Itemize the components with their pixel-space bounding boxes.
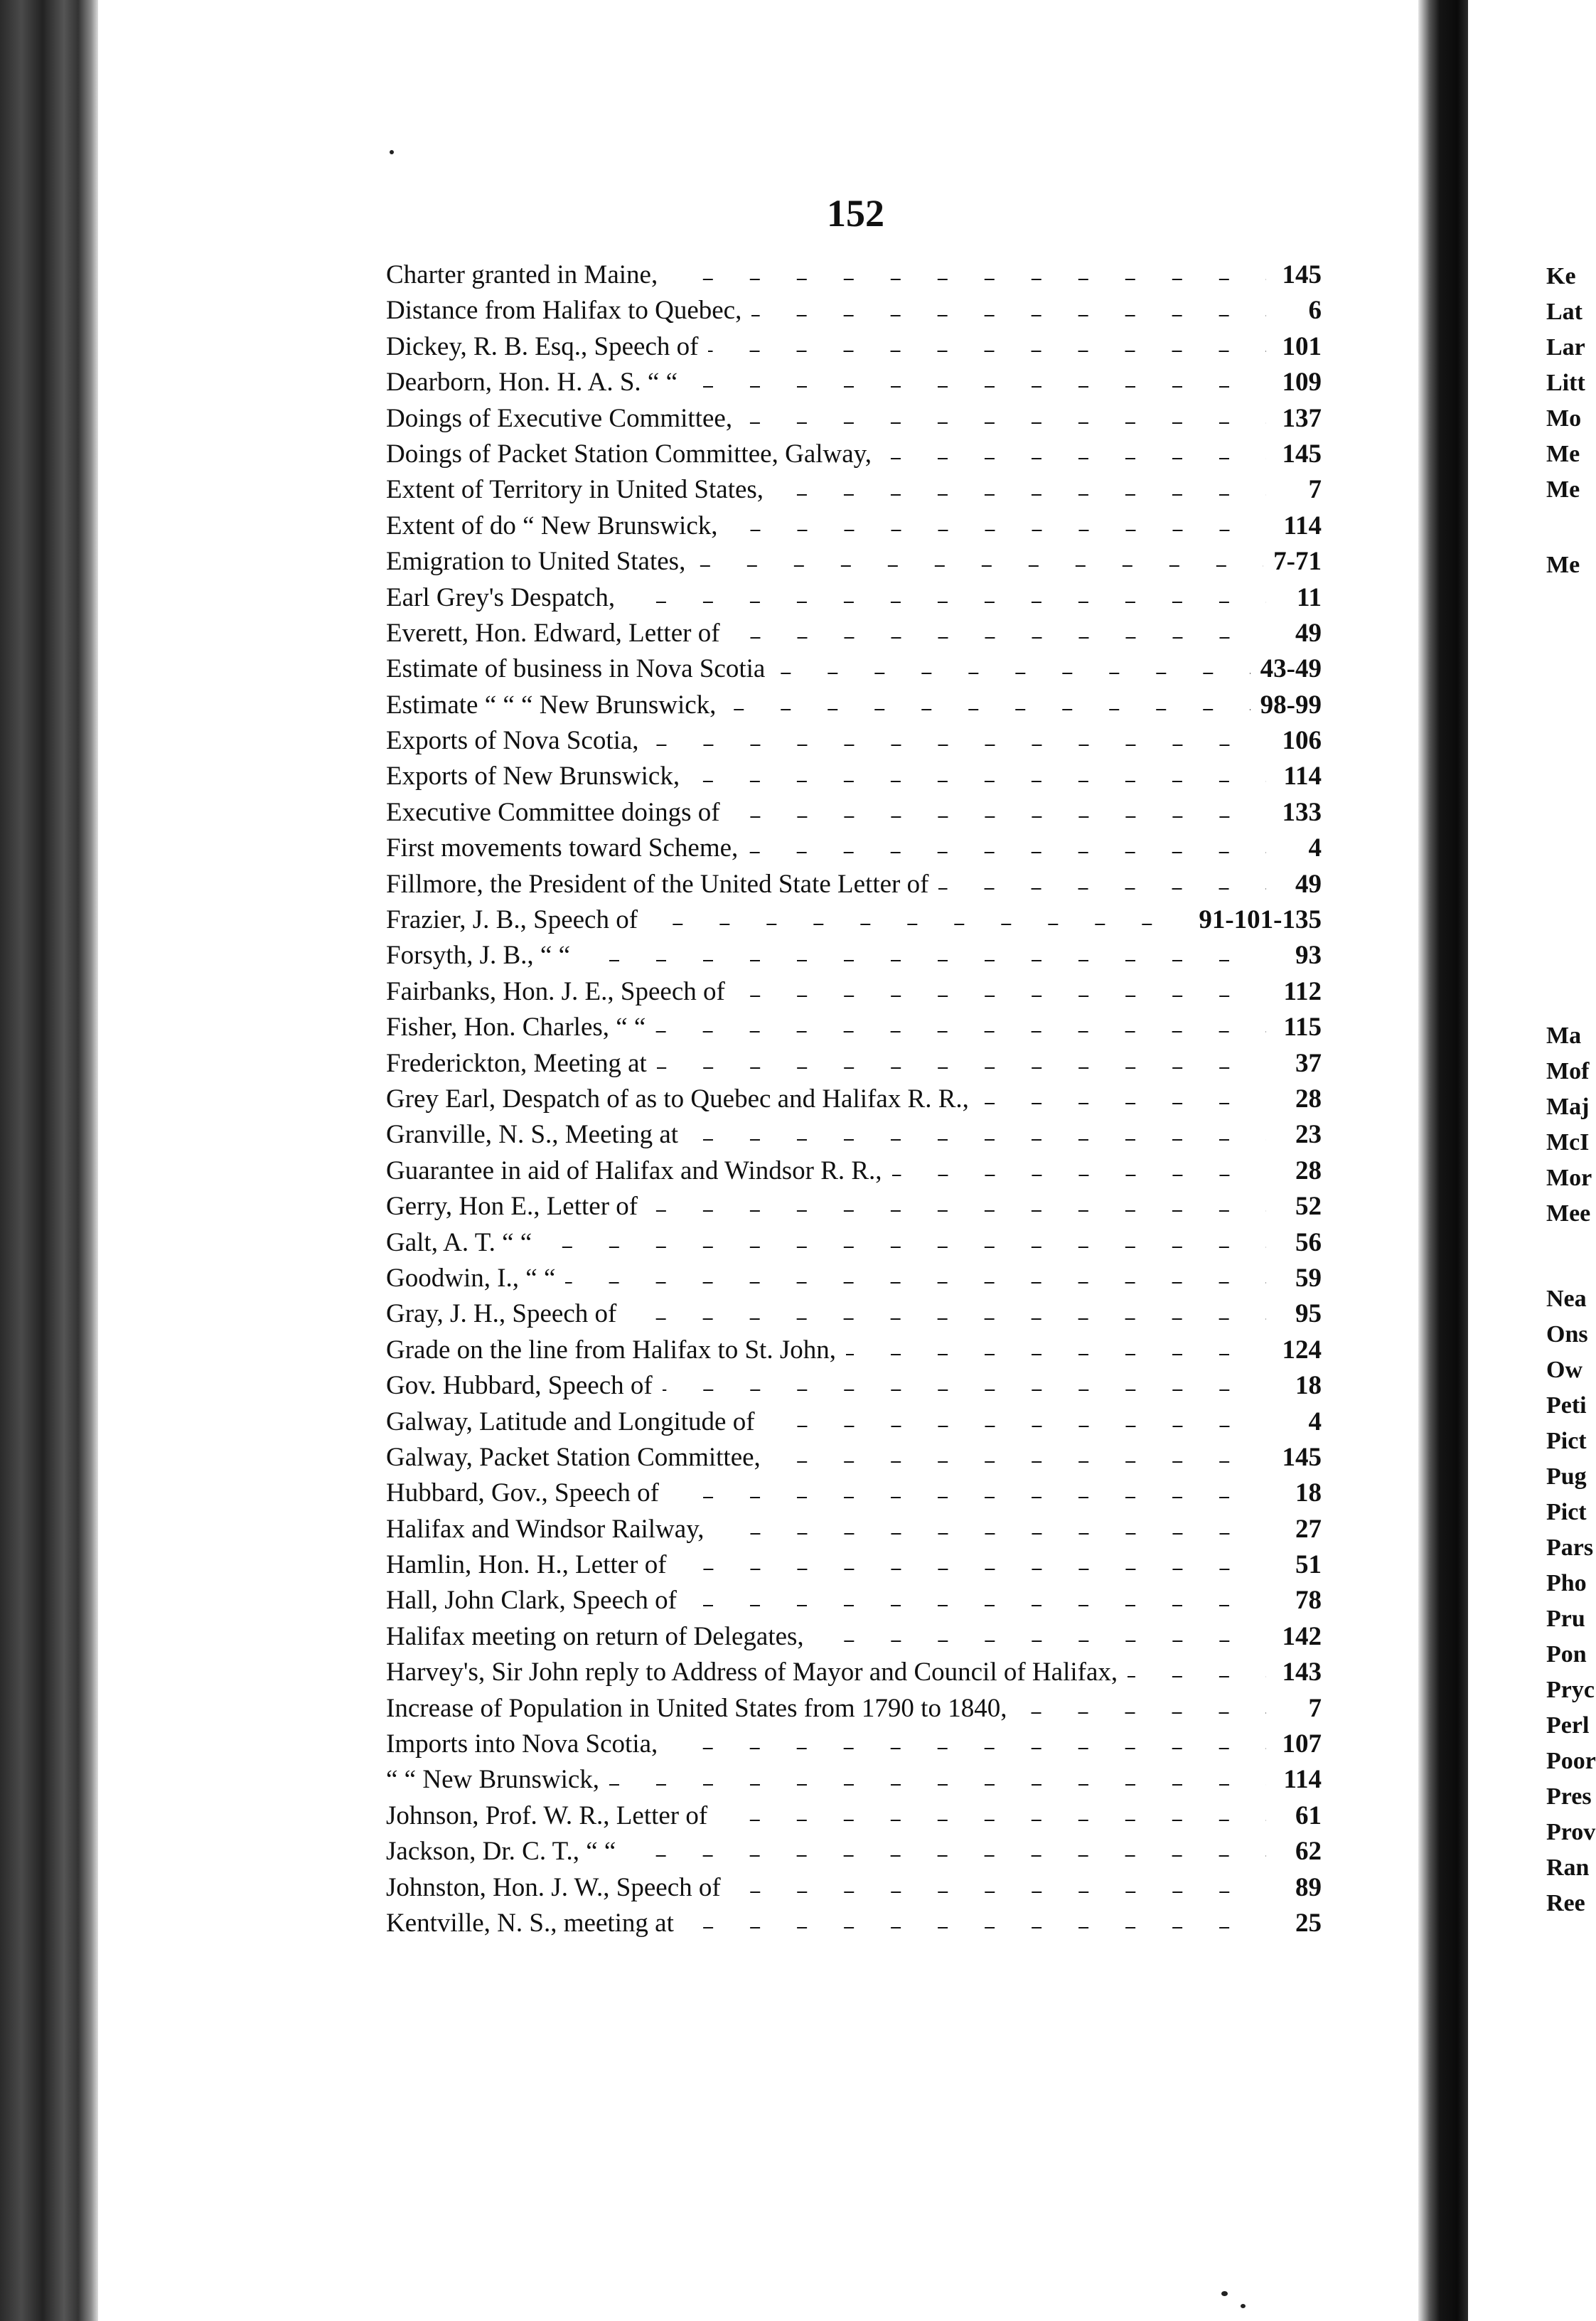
next-page-fragment: Prov <box>1546 1819 1596 1845</box>
entry-title: Frederickton, Meeting at <box>386 1048 647 1078</box>
leader-dots <box>730 637 1266 639</box>
entry-title: Dearborn, Hon. H. A. S. “ “ <box>386 368 678 397</box>
leader-dots <box>669 1497 1266 1498</box>
leader-dots <box>649 745 1266 746</box>
next-page-fragment: Lat <box>1546 299 1582 325</box>
entry-page: 93 <box>1295 941 1322 971</box>
leader-dots <box>775 673 1250 674</box>
leader-dots <box>882 458 1266 459</box>
leader-dots <box>625 602 1266 603</box>
entry-page: 43-49 <box>1260 654 1322 684</box>
entry-page: 7 <box>1308 475 1322 505</box>
index-entry <box>386 1870 1322 1906</box>
leader-dots <box>717 1820 1266 1821</box>
entry-page: 61 <box>1295 1800 1322 1830</box>
next-page-fragment: Pon <box>1546 1641 1587 1668</box>
leader-dots <box>938 888 1266 890</box>
leader-dots <box>814 1640 1266 1642</box>
next-page-fragment: Mor <box>1546 1165 1592 1191</box>
index-entry <box>386 902 1322 938</box>
index-entry <box>386 1619 1322 1655</box>
entry-title: Harvey's, Sir John reply to Address of Mayor and Council of Halifax, <box>386 1658 1118 1687</box>
next-page-fragment: Mof <box>1546 1058 1590 1084</box>
index-entry <box>386 1153 1322 1189</box>
index-entry <box>386 1834 1322 1869</box>
leader-dots <box>748 852 1266 853</box>
entry-title: Kentville, N. S., meeting at <box>386 1908 674 1938</box>
leader-dots <box>742 422 1266 424</box>
leader-dots <box>771 1461 1266 1463</box>
leader-dots <box>655 1031 1266 1033</box>
leader-dots <box>677 1569 1266 1570</box>
entry-page: 114 <box>1283 762 1322 791</box>
entry-page: 51 <box>1295 1550 1322 1580</box>
leader-dots <box>542 1247 1266 1248</box>
entry-page: 137 <box>1282 403 1322 433</box>
leader-dots <box>580 960 1266 961</box>
next-page-fragment: Ree <box>1546 1890 1585 1916</box>
index-entry <box>386 1798 1322 1834</box>
entry-title: Granville, N. S., Meeting at <box>386 1120 679 1150</box>
entry-title: Galway, Latitude and Longitude of <box>386 1407 755 1436</box>
next-page-fragment: Poor <box>1546 1748 1596 1774</box>
next-page-fragment: Nea <box>1546 1286 1587 1312</box>
index-entry <box>386 1440 1322 1476</box>
entry-title: “ “ New Brunswick, <box>386 1765 600 1795</box>
index-entry <box>386 544 1322 580</box>
entry-page: 145 <box>1282 1442 1322 1472</box>
index-entry <box>386 472 1322 508</box>
entry-title: Gerry, Hon E., Letter of <box>386 1192 638 1222</box>
entry-title: Hamlin, Hon. H., Letter of <box>386 1550 667 1580</box>
entry-title: Exports of Nova Scotia, <box>386 726 639 756</box>
entry-page: 52 <box>1295 1192 1322 1222</box>
index-entry <box>386 437 1322 472</box>
entry-page: 18 <box>1295 1371 1322 1401</box>
index-entry <box>386 365 1322 400</box>
entry-page: 107 <box>1282 1729 1322 1759</box>
entry-page: 133 <box>1282 797 1322 827</box>
entry-page: 4 <box>1308 833 1322 863</box>
scan-speck <box>1241 2304 1246 2308</box>
scan-speck <box>1221 2291 1228 2296</box>
leader-dots <box>1128 1676 1266 1677</box>
index-entry <box>386 759 1322 794</box>
leader-dots <box>648 924 1189 925</box>
scan-left-edge <box>0 0 98 2321</box>
entry-page: 28 <box>1295 1156 1322 1185</box>
leader-dots <box>657 1067 1266 1069</box>
entry-page: 4 <box>1308 1407 1322 1436</box>
index-entry <box>386 831 1322 866</box>
entry-title: Gov. Hubbard, Speech of <box>386 1371 653 1401</box>
entry-page: 142 <box>1282 1621 1322 1651</box>
entry-page: 25 <box>1295 1908 1322 1938</box>
next-page-fragment: Perl <box>1546 1712 1590 1739</box>
entry-title: Exports of New Brunswick, <box>386 762 680 791</box>
entry-title: Forsyth, J. B., “ “ <box>386 941 570 971</box>
index-entry <box>386 1762 1322 1798</box>
entry-title: Increase of Population in United States from 1790 to 1840, <box>386 1693 1007 1723</box>
leader-dots <box>668 279 1266 280</box>
entry-page: 106 <box>1282 726 1322 756</box>
next-page-fragment: Pars <box>1546 1535 1594 1561</box>
index-entry <box>386 1691 1322 1727</box>
index-entry <box>386 1261 1322 1296</box>
next-page-fragment: Mo <box>1546 405 1582 432</box>
next-page-fragment: Ke <box>1546 263 1576 289</box>
leader-dots <box>765 1426 1266 1427</box>
leader-dots <box>1017 1712 1266 1714</box>
entry-title: Frazier, J. B., Speech of <box>386 905 638 935</box>
next-page-edge <box>1468 0 1596 2321</box>
entry-title: Extent of Territory in United States, <box>386 475 764 505</box>
entry-title: Imports into Nova Scotia, <box>386 1729 658 1759</box>
entry-page: 95 <box>1295 1299 1322 1329</box>
entry-title: Galway, Packet Station Committee, <box>386 1442 761 1472</box>
entry-page: 7 <box>1308 1693 1322 1723</box>
leader-dots <box>688 1139 1266 1141</box>
index-entry <box>386 867 1322 902</box>
leader-dots <box>979 1103 1266 1104</box>
index-entry <box>386 795 1322 831</box>
entry-page: 49 <box>1295 618 1322 648</box>
next-page-fragment: Me <box>1546 552 1580 578</box>
leader-dots <box>648 1210 1266 1212</box>
entry-page: 49 <box>1295 869 1322 899</box>
entry-title: First movements toward Scheme, <box>386 833 739 863</box>
entry-page: 7-71 <box>1273 547 1322 577</box>
entry-page: 114 <box>1283 1765 1322 1795</box>
entry-title: Extent of do “ New Brunswick, <box>386 511 718 540</box>
entry-title: Hubbard, Gov., Speech of <box>386 1478 659 1508</box>
leader-dots <box>609 1784 1266 1786</box>
next-page-fragment: Pho <box>1546 1570 1587 1596</box>
leader-dots <box>773 494 1266 496</box>
leader-dots <box>735 996 1266 997</box>
leader-dots <box>690 781 1266 782</box>
leader-dots <box>684 1927 1266 1928</box>
entry-page: 59 <box>1295 1263 1322 1293</box>
entry-page: 11 <box>1297 582 1322 612</box>
entry-page: 124 <box>1282 1335 1322 1365</box>
next-page-fragment: Pict <box>1546 1499 1587 1525</box>
entry-title: Charter granted in Maine, <box>386 260 658 289</box>
leader-dots <box>728 530 1266 531</box>
leader-dots <box>714 1533 1266 1535</box>
index-entry <box>386 651 1322 687</box>
leader-dots <box>687 1605 1266 1606</box>
leader-dots <box>687 386 1266 388</box>
entry-title: Fillmore, the President of the United State Letter of <box>386 869 929 899</box>
scan-speck <box>390 150 394 154</box>
index-entry <box>386 508 1322 544</box>
index-entry <box>386 1189 1322 1224</box>
entry-title: Halifax and Windsor Railway, <box>386 1514 705 1544</box>
index-entry <box>386 1117 1322 1153</box>
index-entry <box>386 1333 1322 1368</box>
entry-page: 56 <box>1295 1227 1322 1257</box>
index-entry <box>386 1368 1322 1404</box>
entry-title: Galt, A. T. “ “ <box>386 1227 532 1257</box>
index-entry <box>386 1046 1322 1082</box>
leader-dots <box>708 351 1266 352</box>
entry-page: 91-101-135 <box>1199 905 1322 935</box>
next-page-fragment: Litt <box>1546 370 1585 396</box>
entry-page: 28 <box>1295 1084 1322 1114</box>
entry-title: Hall, John Clark, Speech of <box>386 1586 677 1616</box>
index-entry <box>386 1547 1322 1583</box>
leader-dots <box>846 1354 1266 1355</box>
next-page-fragment: Ran <box>1546 1855 1590 1881</box>
entry-page: 101 <box>1282 331 1322 361</box>
index-entry <box>386 1727 1322 1762</box>
index-entry <box>386 1583 1322 1618</box>
entry-page: 27 <box>1295 1514 1322 1544</box>
entry-title: Guarantee in aid of Halifax and Windsor R. R., <box>386 1156 882 1185</box>
next-page-fragment: Pict <box>1546 1428 1587 1454</box>
entry-page: 78 <box>1295 1586 1322 1616</box>
entry-page: 109 <box>1282 368 1322 397</box>
index-list <box>386 257 1322 1941</box>
leader-dots <box>730 816 1266 818</box>
entry-page: 18 <box>1295 1478 1322 1508</box>
book-gutter <box>1418 0 1468 2321</box>
index-entry <box>386 1010 1322 1045</box>
entry-page: 115 <box>1283 1013 1322 1042</box>
leader-dots <box>695 565 1263 567</box>
index-entry <box>386 1404 1322 1440</box>
entry-page: 62 <box>1295 1837 1322 1867</box>
index-entry <box>386 1655 1322 1690</box>
leader-dots <box>626 1318 1266 1320</box>
entry-page: 112 <box>1283 976 1322 1006</box>
entry-title: Earl Grey's Despatch, <box>386 582 616 612</box>
next-page-fragment: Ons <box>1546 1321 1588 1348</box>
entry-page: 145 <box>1282 260 1322 289</box>
index-entry <box>386 1225 1322 1261</box>
next-page-fragment: Ma <box>1546 1023 1582 1049</box>
entry-title: Grade on the line from Halifax to St. John, <box>386 1335 836 1365</box>
index-entry <box>386 293 1322 329</box>
entry-title: Estimate of business in Nova Scotia <box>386 654 766 684</box>
entry-title: Goodwin, I., “ “ <box>386 1263 556 1293</box>
index-entry <box>386 616 1322 651</box>
index-entry <box>386 580 1322 616</box>
leader-dots <box>731 1892 1266 1893</box>
next-page-fragment: Ow <box>1546 1357 1582 1383</box>
index-entry <box>386 938 1322 973</box>
index-entry <box>386 1512 1322 1547</box>
next-page-fragment: Mee <box>1546 1200 1591 1227</box>
index-entry <box>386 1296 1322 1332</box>
entry-title: Jackson, Dr. C. T., “ “ <box>386 1837 616 1867</box>
entry-title: Johnston, Hon. J. W., Speech of <box>386 1872 721 1902</box>
index-entry <box>386 1906 1322 1941</box>
entry-page: 143 <box>1282 1658 1322 1687</box>
next-page-fragment: Me <box>1546 441 1580 467</box>
leader-dots <box>892 1175 1266 1176</box>
next-page-fragment: Pug <box>1546 1463 1587 1490</box>
entry-title: Distance from Halifax to Quebec, <box>386 296 742 326</box>
entry-title: Doings of Packet Station Committee, Galway, <box>386 439 872 469</box>
next-page-fragment: Pru <box>1546 1606 1585 1632</box>
index-entry <box>386 1476 1322 1511</box>
entry-page: 89 <box>1295 1872 1322 1902</box>
entry-title: Gray, J. H., Speech of <box>386 1299 617 1329</box>
index-entry <box>386 688 1322 723</box>
entry-title: Emigration to United States, <box>386 547 686 577</box>
page-number: 152 <box>827 192 884 235</box>
next-page-fragment: Peti <box>1546 1392 1587 1419</box>
entry-page: 37 <box>1295 1048 1322 1078</box>
index-entry <box>386 329 1322 365</box>
entry-page: 23 <box>1295 1120 1322 1150</box>
leader-dots <box>726 709 1250 710</box>
next-page-fragment: McI <box>1546 1129 1590 1156</box>
next-page-fragment: Pryc <box>1546 1677 1595 1703</box>
index-entry <box>386 723 1322 759</box>
entry-title: Fisher, Hon. Charles, “ “ <box>386 1013 646 1042</box>
entry-title: Estimate “ “ “ New Brunswick, <box>386 690 717 720</box>
leader-dots <box>663 1389 1266 1391</box>
leader-dots <box>565 1282 1266 1284</box>
index-entry <box>386 974 1322 1010</box>
entry-title: Executive Committee doings of <box>386 797 720 827</box>
entry-page: 6 <box>1308 296 1322 326</box>
index-entry <box>386 1082 1322 1117</box>
leader-dots <box>751 315 1266 316</box>
next-page-fragment: Pres <box>1546 1783 1592 1810</box>
entry-page: 114 <box>1283 511 1322 540</box>
entry-title: Grey Earl, Despatch of as to Quebec and Halifax R. R., <box>386 1084 969 1114</box>
index-entry <box>386 401 1322 437</box>
entry-page: 98-99 <box>1260 690 1322 720</box>
entry-title: Dickey, R. B. Esq., Speech of <box>386 331 699 361</box>
index-entry <box>386 257 1322 293</box>
next-page-fragment: Maj <box>1546 1094 1590 1120</box>
next-page-fragment: Lar <box>1546 334 1585 361</box>
entry-title: Everett, Hon. Edward, Letter of <box>386 618 720 648</box>
leader-dots <box>668 1748 1266 1749</box>
leader-dots <box>626 1855 1266 1857</box>
next-page-fragment: Me <box>1546 476 1580 503</box>
entry-title: Johnson, Prof. W. R., Letter of <box>386 1800 708 1830</box>
entry-title: Halifax meeting on return of Delegates, <box>386 1621 804 1651</box>
entry-title: Fairbanks, Hon. J. E., Speech of <box>386 976 725 1006</box>
entry-page: 145 <box>1282 439 1322 469</box>
entry-title: Doings of Executive Committee, <box>386 403 733 433</box>
